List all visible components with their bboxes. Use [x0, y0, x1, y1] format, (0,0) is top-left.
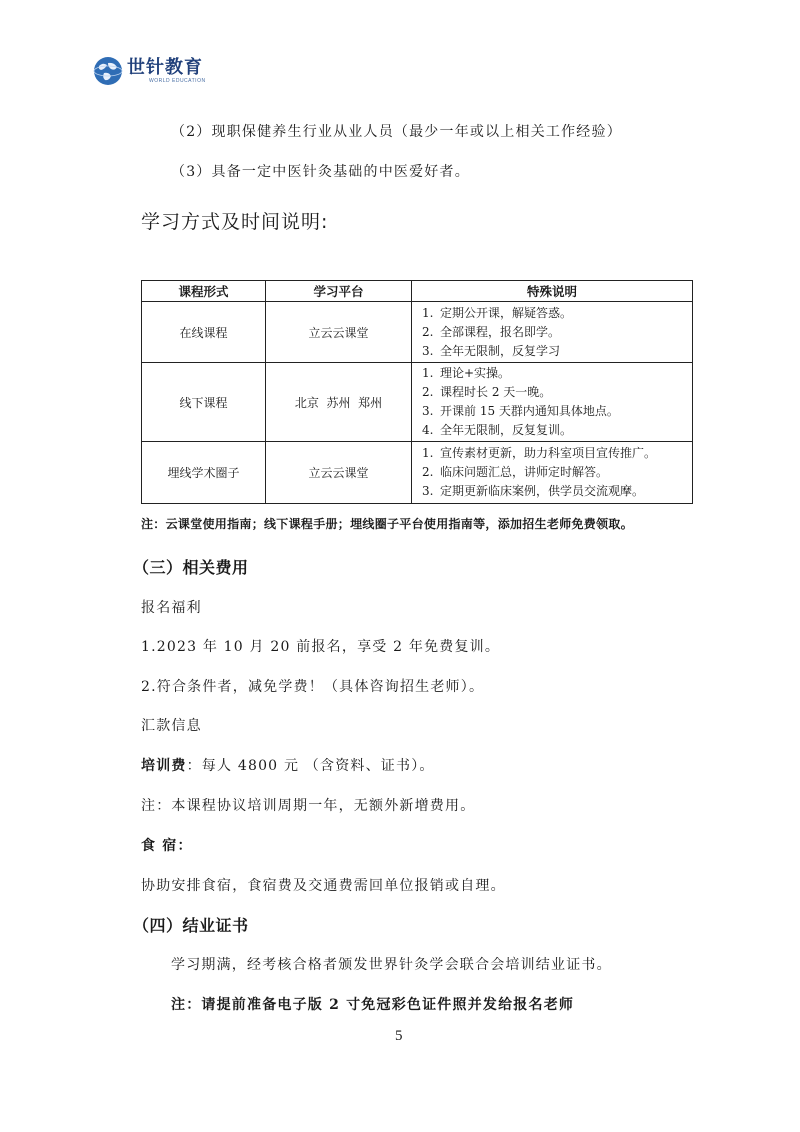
requirement-item-2: （2）现职保健养生行业从业人员（最少一年或以上相关工作经验）	[171, 124, 622, 140]
course-form: 在线课程	[142, 302, 266, 363]
list-item: 3. 定期更新临床案例，供学员交流观摩。	[422, 484, 645, 498]
table-note: 注：云课堂使用指南；线下课程手册；埋线圈子平台使用指南等，添加招生老师免费领取。	[141, 517, 634, 531]
study-method-heading: 学习方式及时间说明:	[141, 211, 329, 233]
list-item: 1. 宣传素材更新，助力科室项目宣传推广。	[422, 446, 657, 460]
page-number: 5	[395, 1028, 403, 1044]
table-header-row	[142, 281, 693, 302]
course-platform: 立云云课堂	[266, 302, 412, 363]
course-notes	[412, 302, 693, 363]
fee-text: ：每人 4800 元 （含资料、证书）。	[186, 758, 435, 774]
course-notes	[412, 363, 693, 442]
list-item: 2. 全部课程，报名即学。	[422, 324, 561, 339]
cert-text: 学习期满，经考核合格者颁发世界针灸学会联合会培训结业证书。	[171, 957, 612, 973]
table-header: 课程形式	[142, 281, 266, 302]
list-item: 2. 课程时长 2 天一晚。	[422, 385, 552, 399]
table-row	[142, 363, 693, 442]
fee-label: 培训费	[141, 758, 187, 774]
table-header: 特殊说明	[412, 281, 693, 302]
benefits-title: 报名福利	[141, 600, 202, 616]
course-platform: 北京 苏州 郑州	[266, 363, 412, 442]
course-platform: 立云云课堂	[266, 442, 412, 504]
globe-icon	[93, 56, 123, 86]
fees-heading: （三）相关费用	[133, 558, 249, 577]
list-item: 3. 开课前 15 天群内通知具体地点。	[422, 404, 619, 418]
list-item: 1. 定期公开课，解疑答惑。	[422, 305, 573, 320]
benefit-2: 2.符合条件者，减免学费！（具体咨询招生老师）。	[141, 679, 485, 695]
course-form: 线下课程	[142, 363, 266, 442]
cert-heading: （四）结业证书	[133, 916, 249, 935]
benefit-1: 1.2023 年 10 月 20 前报名，享受 2 年免费复训。	[141, 639, 501, 655]
list-item: 3. 全年无限制，反复学习	[422, 343, 561, 358]
table-row	[142, 442, 693, 504]
fee-line	[141, 756, 435, 776]
table-row	[142, 302, 693, 363]
remit-title: 汇款信息	[141, 718, 202, 734]
brand-name: 世针教育	[127, 57, 203, 78]
lodging-text: 协助安排食宿，食宿费及交通费需回单位报销或自理。	[141, 878, 506, 894]
list-item: 4. 全年无限制，反复复训。	[422, 423, 573, 437]
list-item: 2. 临床问题汇总，讲师定时解答。	[422, 465, 609, 479]
course-notes	[412, 442, 693, 504]
course-table	[141, 280, 693, 504]
table-header: 学习平台	[266, 281, 412, 302]
cert-note: 注：请提前准备电子版 2 寸免冠彩色证件照并发给报名老师	[171, 997, 575, 1013]
course-form: 埋线学术圈子	[142, 442, 266, 504]
brand-name-en: WORLD EDUCATION	[149, 78, 206, 84]
brand-logo	[93, 56, 206, 86]
fee-note: 注：本课程协议培训周期一年，无额外新增费用。	[141, 798, 476, 814]
lodging-label: 食 宿：	[141, 838, 193, 854]
requirement-item-3: （3）具备一定中医针灸基础的中医爱好者。	[171, 164, 470, 180]
list-item: 1. 理论+实操。	[422, 366, 511, 380]
